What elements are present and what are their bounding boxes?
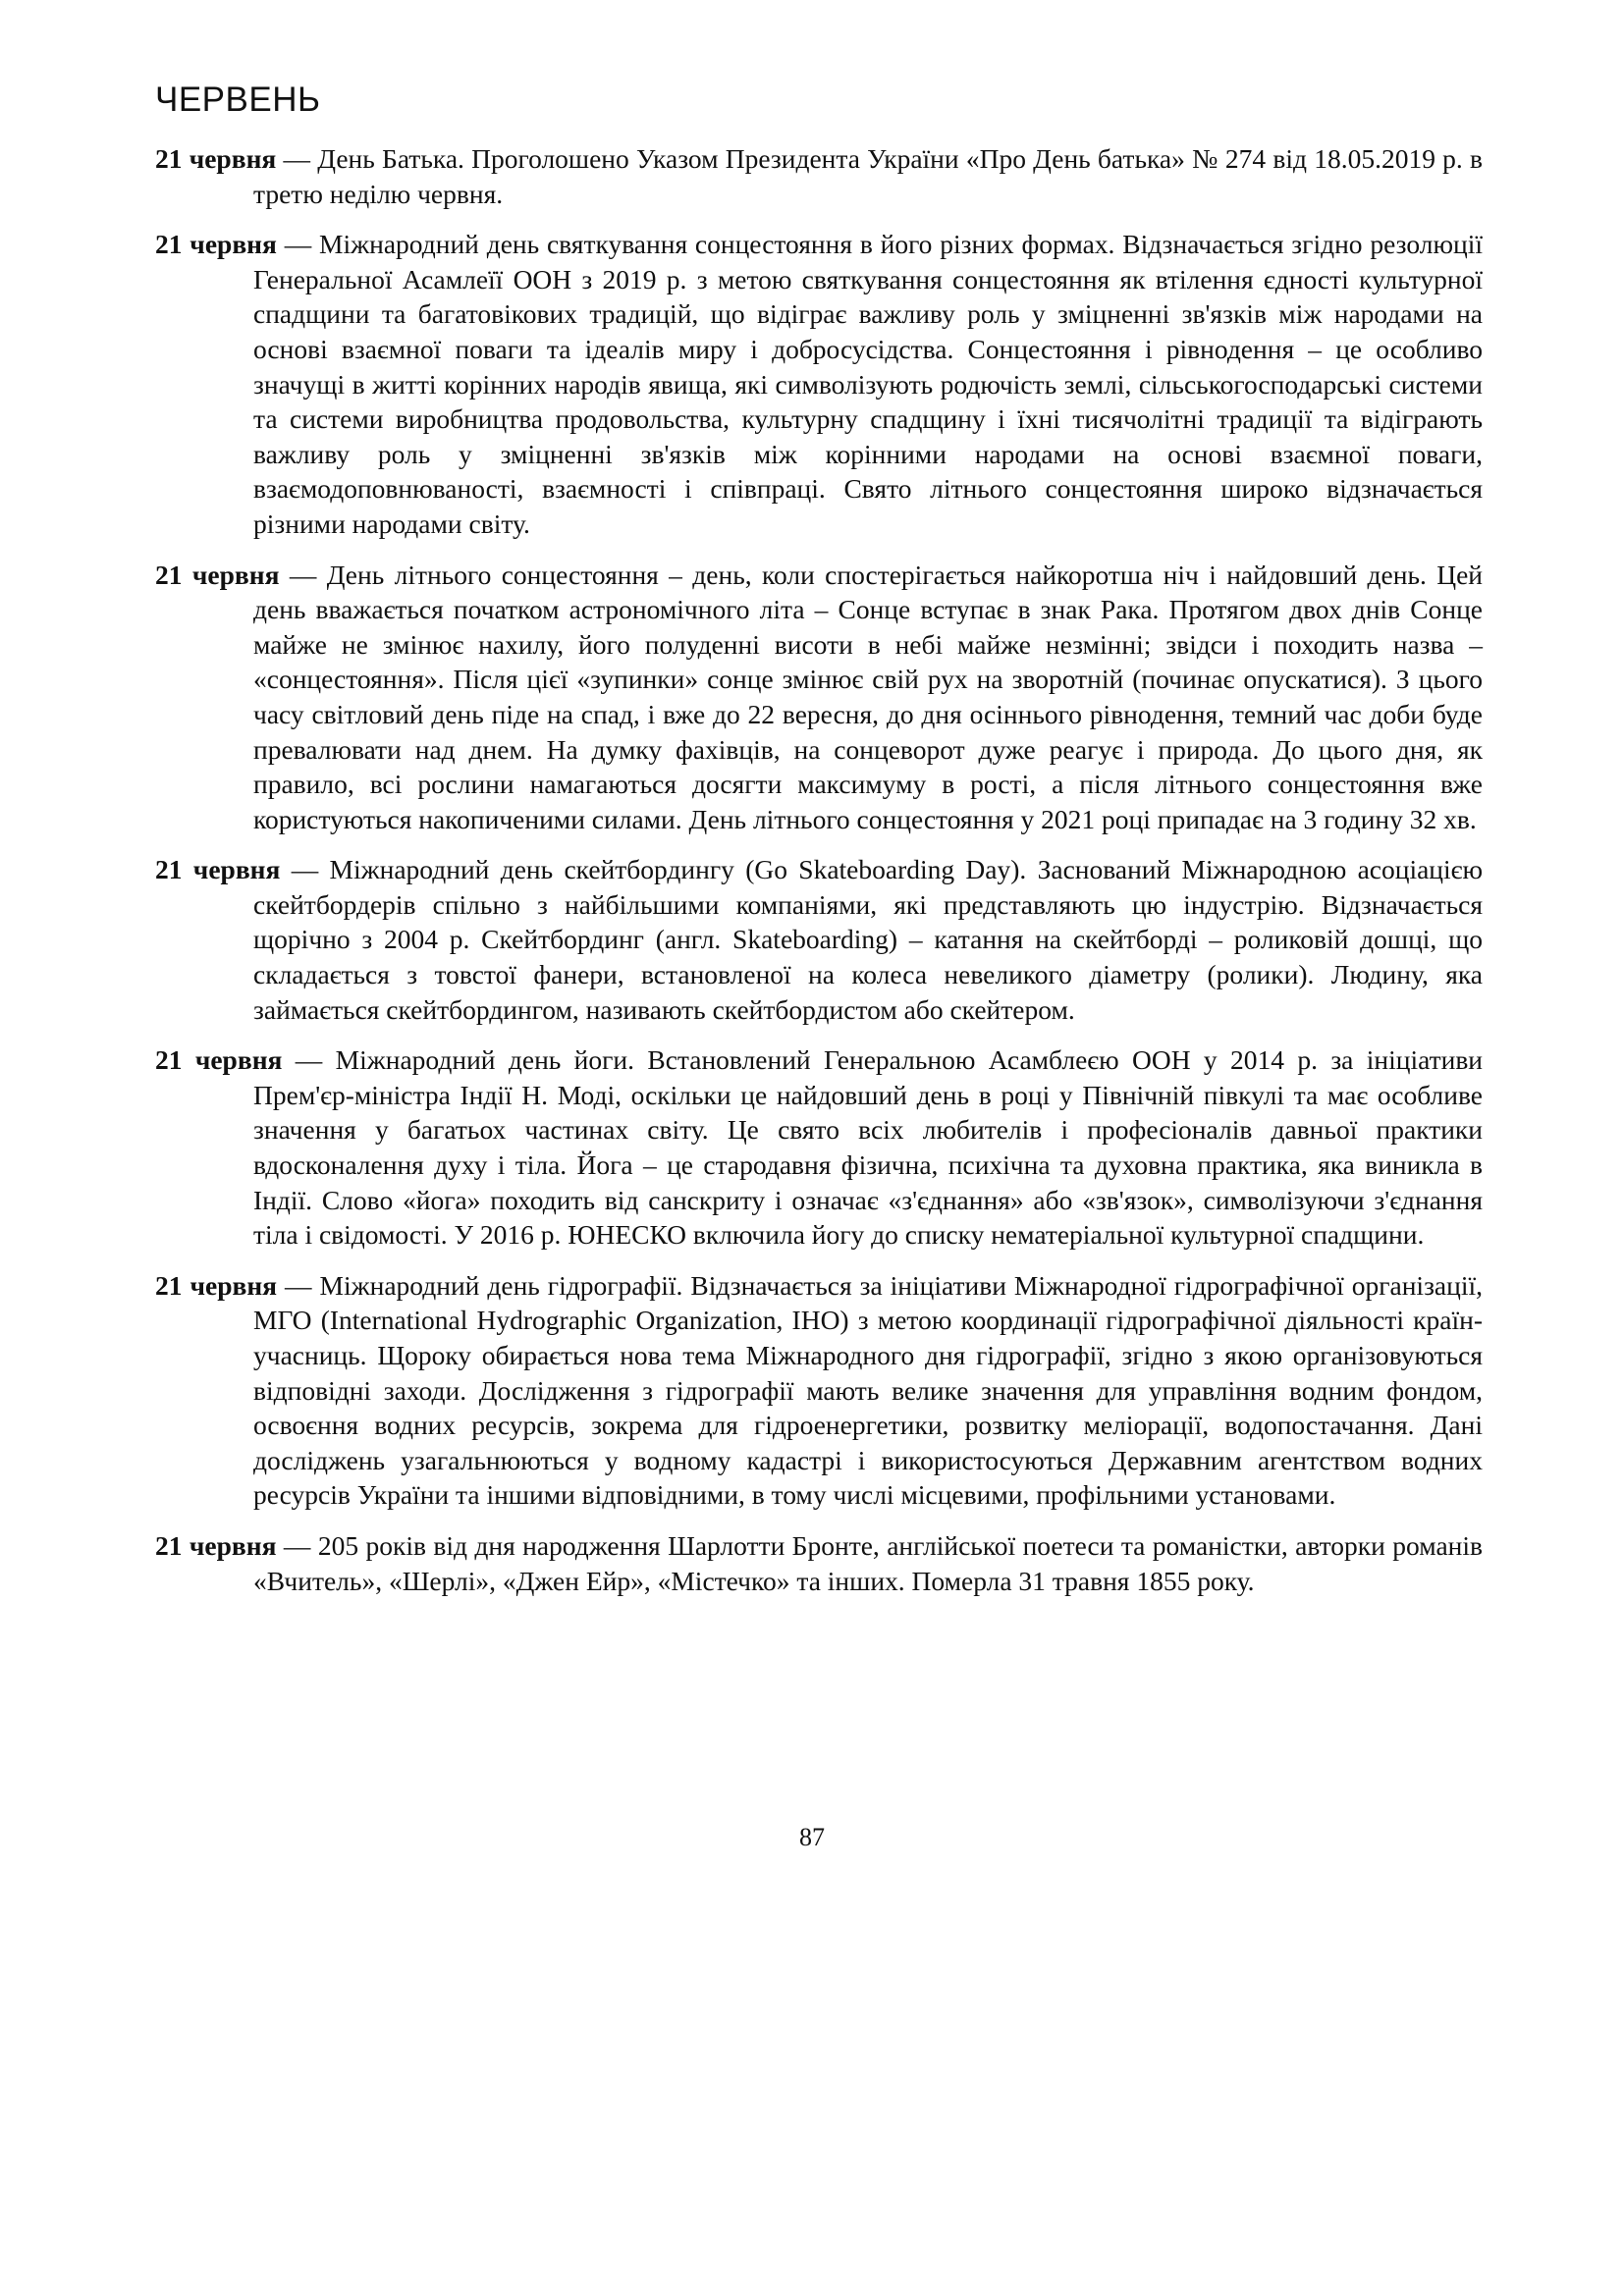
entry-date: 21 червня	[155, 1044, 283, 1076]
calendar-entry	[155, 558, 1483, 837]
month-heading: ЧЕРВЕНЬ	[155, 80, 321, 119]
entry-text: День літнього сонцестояння – день, коли спостерігається найкоротша ніч і найдовший день. Цей день вважається початком астрономічного літа – Сонце вступає в знак Рака. Протягом двох днів Сонце майже не змінює нахилу, його полуденні висоти в небі майже незмінні; звідси і походить назва – «сонцестояння». Після цієї «зупинки» сонце змінює свій рух на зворотній (починає опускатися). З цього часу світловий день піде на спад, і вже до 22 вересня, до дня осіннього рівнодення, темний час доби буде превалювати над днем. На думку фахівців, на сонцеворот дуже реагує і природа. До цього дня, як правило, всі рослини намагаються досягти максимуму в рості, а після літнього сонцестояння вже користуються накопиченими силами. День літнього сонцестояння у 2021 році припадає на 3 годину 32 хв.	[253, 559, 1484, 834]
entry-dash: —	[295, 1044, 323, 1076]
entry-text: Міжнародний день скейтбордингу (Go Skateboarding Day). Заснований Міжнародною асоціацією скейтбордерів спільно з найбільшими компаніями, які представляють цю індустрію. Відзначається щорічно з 2004 р. Скейтбординг (англ. Skateboarding) – катання на скейтборді – роликовій дошці, що складається з товстої фанери, встановленої на колеса невеликого діаметру (ролики). Людину, яка займається скейтбордингом, називають скейтбордистом або скейтером.	[253, 854, 1484, 1025]
entry-text: 205 років від дня народження Шарлотти Бронте, англійської поетеси та романістки, авторки романів «Вчитель», «Шерлі», «Джен Ейр», «Містечко» та інших. Померла 31 травня 1855 року.	[253, 1529, 1484, 1596]
entry-dash: —	[283, 1529, 311, 1561]
entry-dash: —	[283, 143, 311, 174]
entry-text: День Батька. Проголошено Указом Президента України «Про День батька» № 274 від 18.05.2019 р. в третю неділю червня.	[253, 143, 1483, 209]
entry-date: 21 червня	[155, 559, 280, 590]
entry-date: 21 червня	[155, 854, 281, 885]
document-page	[155, 69, 1483, 1614]
page-number: 87	[799, 1823, 825, 1851]
calendar-entry	[155, 1042, 1483, 1253]
calendar-entry	[155, 1528, 1483, 1598]
entry-text: Міжнародний день гідрографії. Відзначається за ініціативи Міжнародної гідрографічної організації, МГО (International Hydrographic Organization, IHO) з метою координації гідрографічної діяльності країн-учасниць. Щороку обирається нова тема Міжнародного дня гідрографії, згідно з якою організовуються відповідні заходи. Дослідження з гідрографії мають велике значення для управління водним фондом, освоєння водних ресурсів, зокрема для гідроенергетики, розвитку меліорації, водопостачання. Дані досліджень узагальнюються у водному кадастрі і використосуються Державним агентством водних ресурсів України та іншими відповідними, в тому числі місцевими, профільними установами.	[253, 1269, 1484, 1511]
entry-date: 21 червня	[155, 143, 277, 174]
calendar-entry	[155, 227, 1483, 541]
calendar-entry	[155, 852, 1483, 1027]
entry-dash: —	[291, 854, 319, 885]
entry-date: 21 червня	[155, 1269, 278, 1301]
entry-dash: —	[284, 229, 312, 260]
entry-dash: —	[285, 1269, 312, 1301]
calendar-entry	[155, 141, 1483, 211]
entry-text: Міжнародний день йоги. Встановлений Генеральною Асамблеєю ООН у 2014 р. за ініціативи Прем'єр-міністра Індії Н. Моді, оскільки це найдовший день в році у Північній півкулі та має особливе значення у багатьох частинах світу. Це свято всіх любителів і професіоналів давньої практики вдосконалення духу і тіла. Йога – це стародавня фізична, психічна та духовна практика, яка виникла в Індії. Слово «йога» походить від санскриту і означає «з'єднання» або «зв'язок», символізуючи з'єднання тіла і свідомості. У 2016 р. ЮНЕСКО включила йогу до списку нематеріальної культурної спадщини.	[253, 1044, 1484, 1251]
entry-dash: —	[289, 559, 317, 590]
entry-date: 21 червня	[155, 229, 277, 260]
entry-date: 21 червня	[155, 1529, 277, 1561]
entry-text: Міжнародний день святкування сонцестояння в його різних формах. Відзначається згідно резолюції Генеральної Асамлеїї ООН з 2019 р. з метою святкування сонцестояння як втілення єдності культурної спадщини та багатовікових традицій, що відіграє важливу роль у зміцненні зв'язків між народами на основі взаємної поваги та ідеалів миру і добросусідства. Сонцестояння і рівнодення – це особливо значущі в житті корінних народів явища, які символізують родючість землі, сільськогосподарські системи та системи виробництва продовольства, культурну спадщину і їхні тисячолітні традиції та відіграють важливу роль у зміцненні зв'язків між корінними народами на основі взаємної поваги, взаємодоповнюваності, взаємності і співпраці. Свято літнього сонцестояння широко відзначається різними народами світу.	[253, 229, 1483, 539]
calendar-entry	[155, 1268, 1483, 1513]
